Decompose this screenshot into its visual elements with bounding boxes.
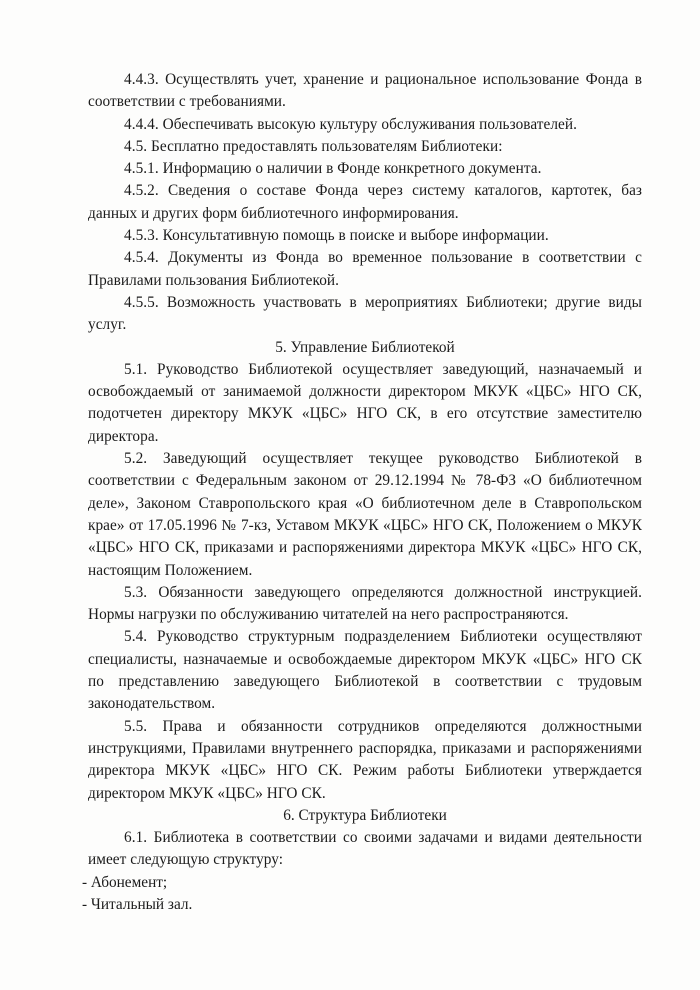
paragraph-5-5: 5.5. Права и обязанности сотрудников определяются должностными инструкциями, Правилами внутреннего распорядка, приказами и распоряжениями директора МКУК «ЦБС» НГО СК. Режим работы Библиотеки утверждается директором МКУК «ЦБС» НГО СК. xyxy=(88,717,642,802)
list-item-abonement: - Абонемент; xyxy=(82,873,168,891)
paragraph-5-4: 5.4. Руководство структурным подразделением Библиотеки осуществляют специалисты, назначаемые и освобождаемые директором МКУК «ЦБС» НГО СК по представлению заведующего Библиотекой в соответствии с трудовым законодательством. xyxy=(88,628,642,713)
section-5-heading: 5. Управление Библиотекой xyxy=(275,338,455,356)
paragraph-4-5-5: 4.5.5. Возможность участвовать в мероприятиях Библиотеки; другие виды услуг. xyxy=(88,293,642,334)
document-content xyxy=(82,69,642,916)
paragraph-5-3: 5.3. Обязанности заведующего определяются должностной инструкцией. Нормы нагрузки по обслуживанию читателей на него распространяются. xyxy=(88,583,642,624)
paragraph-4-5-1: 4.5.1. Информацию о наличии в Фонде конкретного документа. xyxy=(124,160,542,178)
paragraph-4-5: 4.5. Бесплатно предоставлять пользователям Библиотеки: xyxy=(124,137,503,155)
section-6-heading: 6. Структура Библиотеки xyxy=(283,806,447,824)
paragraph-5-2: 5.2. Заведующий осуществляет текущее руководство Библиотекой в соответствии с Федеральным законом от 29.12.1994 № 78-ФЗ «О библиотечном деле», Законом Ставропольского края «О библиотечном деле в Ставропольском крае» от 17.05.1996 № 7-кз, Уставом МКУК «ЦБС» НГО СК, Положением о МКУК «ЦБС» НГО СК, приказами и распоряжениями директора МКУК «ЦБС» НГО СК, настоящим Положением. xyxy=(88,450,642,579)
paragraph-6-1: 6.1. Библиотека в соответствии со своими задачами и видами деятельности имеет следующую структуру: xyxy=(88,829,642,869)
paragraph-4-5-3: 4.5.3. Консультативную помощь в поиске и выборе информации. xyxy=(124,227,549,245)
paragraph-4-5-4: 4.5.4. Документы из Фонда во временное пользование в соответствии с Правилами пользования Библиотекой. xyxy=(88,249,642,289)
paragraph-4-5-2: 4.5.2. Сведения о составе Фонда через систему каталогов, картотек, баз данных и других форм библиотечного информирования. xyxy=(88,182,642,222)
paragraph-4-4-3: 4.4.3. Осуществлять учет, хранение и рациональное использование Фонда в соответствии с требованиями. xyxy=(88,71,642,111)
paragraph-4-4-4: 4.4.4. Обеспечивать высокую культуру обслуживания пользователей. xyxy=(124,115,577,133)
list-item-reading-room: - Читальный зал. xyxy=(82,895,193,913)
paragraph-5-1: 5.1. Руководство Библиотекой осуществляет заведующий, назначаемый и освобождаемый от занимаемой должности директором МКУК «ЦБС» НГО СК, подотчетен директору МКУК «ЦБС» НГО СК, в его отсутствие заместителю директора. xyxy=(88,360,642,445)
